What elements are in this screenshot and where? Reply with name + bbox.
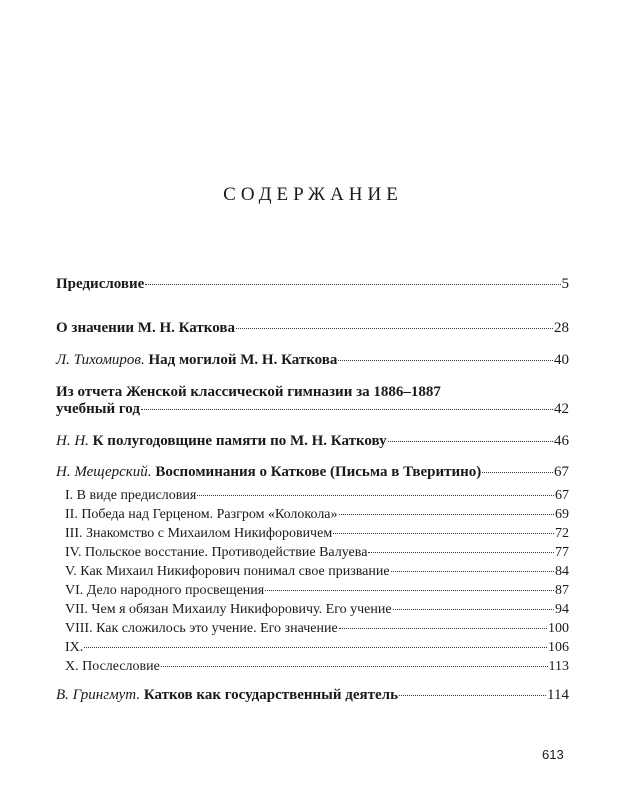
toc-subentry[interactable] — [65, 620, 569, 637]
toc-entry-title: Предисловие — [56, 276, 145, 292]
dot-leader — [399, 695, 546, 696]
toc-entry-page: 114 — [547, 687, 569, 703]
dot-leader — [393, 609, 554, 610]
toc-entry-title: Катков как государственный деятель — [143, 687, 399, 703]
toc-subentry-page: 69 — [555, 507, 569, 522]
toc-subentry[interactable] — [65, 582, 569, 599]
toc-entry-page: 40 — [554, 352, 569, 368]
toc-subentry[interactable] — [65, 658, 569, 675]
toc-subentry-page: 87 — [555, 583, 569, 598]
dot-leader — [141, 409, 553, 410]
toc-subentry-title: VIII. Как сложилось это учение. Его значение — [65, 621, 338, 636]
toc-entry-page: 5 — [561, 276, 569, 292]
dot-leader — [339, 514, 554, 515]
toc-subentry-page: 106 — [548, 640, 569, 655]
toc-subentry[interactable] — [65, 487, 569, 504]
dot-leader — [388, 441, 553, 442]
toc-entry-meshchersky[interactable] — [56, 464, 569, 481]
toc-entry-page: 46 — [554, 433, 569, 449]
toc-entry-author: Н. Н. — [56, 433, 89, 449]
toc-subentry-page: 77 — [555, 545, 569, 560]
dot-leader — [236, 328, 553, 329]
dot-leader — [161, 666, 548, 667]
toc-subentry-page: 100 — [548, 621, 569, 636]
toc-subentry[interactable] — [65, 525, 569, 542]
toc-entry-page: 42 — [554, 401, 569, 417]
toc-entry-title: К полугодовщине памяти по М. Н. Каткову — [92, 433, 387, 449]
toc-subentry-title: X. Послесловие — [65, 659, 160, 674]
toc-entry-page: 28 — [554, 320, 569, 336]
toc-entry-title: О значении М. Н. Каткова — [56, 320, 235, 336]
toc-subentry[interactable] — [65, 563, 569, 580]
toc-subentry-page: 67 — [555, 488, 569, 503]
toc-entry-author: Н. Мещерский. — [56, 464, 152, 480]
toc-subentry[interactable] — [65, 544, 569, 561]
toc-subentry-page: 84 — [555, 564, 569, 579]
toc-subentry-page: 113 — [548, 659, 569, 674]
dot-leader — [339, 628, 547, 629]
toc-subentry[interactable] — [65, 639, 569, 656]
dot-leader — [333, 533, 554, 534]
toc-subentry-title: VI. Дело народного просвещения — [65, 583, 265, 598]
toc-entry-tikhomirov[interactable] — [56, 352, 569, 369]
toc-subentry[interactable] — [65, 506, 569, 523]
toc-entry-preface[interactable] — [56, 276, 569, 293]
toc-entry-title: Над могилой М. Н. Каткова — [148, 352, 338, 368]
toc-entry-title-line2: учебный год — [56, 401, 140, 417]
toc-entry-gringmut[interactable] — [56, 687, 569, 704]
toc-subentry-title: III. Знакомство с Михаилом Никифоровичем — [65, 526, 333, 541]
toc-subentry-title: I. В виде предисловия — [65, 488, 197, 503]
dot-leader — [84, 647, 547, 648]
toc-entry-gymnasium-report[interactable] — [56, 384, 569, 418]
toc-entry-author: В. Грингмут. — [56, 687, 141, 703]
toc-subentry-title: VII. Чем я обязан Михаилу Никифоровичу. Его учение — [65, 602, 392, 617]
toc-entry-title: Воспоминания о Каткове (Письма в Тверитино) — [155, 464, 482, 480]
toc-subentry-title: V. Как Михаил Никифорович понимал свое призвание — [65, 564, 390, 579]
dot-leader — [368, 552, 554, 553]
toc-entry-half-year[interactable] — [56, 433, 569, 450]
toc-subentry-page: 94 — [555, 602, 569, 617]
toc-subentry-title: II. Победа над Герценом. Разгром «Колокола» — [65, 507, 338, 522]
page-number: 613 — [542, 747, 564, 762]
toc-subentry-title: IV. Польское восстание. Противодействие Валуева — [65, 545, 368, 560]
dot-leader — [145, 284, 560, 285]
page-title: СОДЕРЖАНИЕ — [223, 184, 403, 205]
toc-entry-significance[interactable] — [56, 320, 569, 337]
toc-entry-title-line1: Из отчета Женской классической гимназии за 1886–1887 — [56, 384, 441, 400]
dot-leader — [197, 495, 554, 496]
toc-subentry-page: 72 — [555, 526, 569, 541]
dot-leader — [482, 472, 553, 473]
toc-subentry-title: IX. — [65, 640, 84, 655]
dot-leader — [265, 590, 554, 591]
dot-leader — [338, 360, 553, 361]
toc-subentry[interactable] — [65, 601, 569, 618]
toc-entry-page: 67 — [554, 464, 569, 480]
toc-entry-author: Л. Тихомиров. — [56, 352, 145, 368]
dot-leader — [391, 571, 554, 572]
